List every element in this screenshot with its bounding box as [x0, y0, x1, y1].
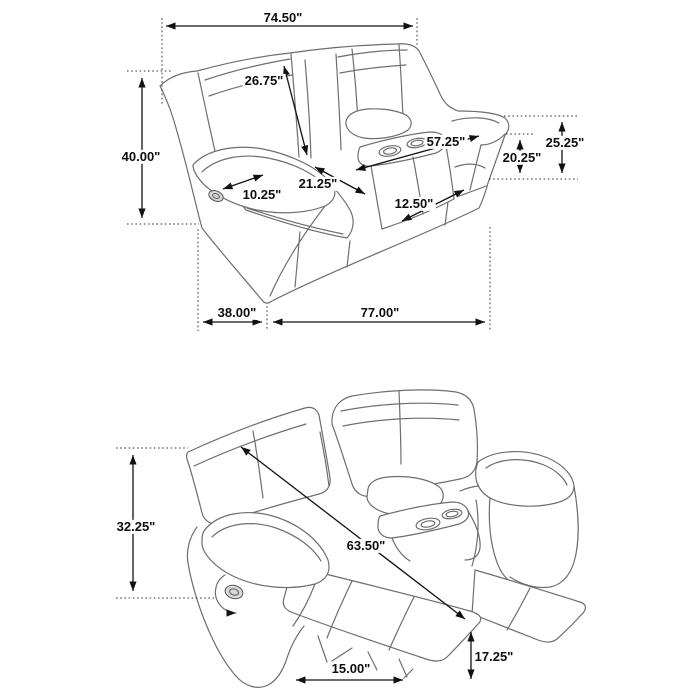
dim-overall-depth-label: 38.00": [217, 304, 257, 320]
dim-overall-width-label: 74.50": [263, 9, 303, 25]
console-lid: [346, 109, 411, 139]
dim-interior-width-label: 57.25": [426, 133, 466, 149]
dim-overall-height-label: 40.00": [121, 148, 161, 164]
dim-footrest-extension-label: 15.00": [331, 660, 371, 676]
dim-seat-to-arm-top-label: 20.25": [502, 149, 542, 165]
dim-arm-width-label: 10.25": [242, 186, 282, 202]
upright-sofa-drawing: [160, 44, 509, 303]
dim-front-edge-width-label: 77.00": [360, 304, 400, 320]
dim-reclined-depth-label: 63.50": [346, 537, 386, 553]
dim-seat-depth-label: 21.25": [298, 175, 338, 191]
dim-footrest-height-label: 17.25": [474, 648, 514, 664]
dim-reclined-height-label: 32.25": [116, 518, 156, 534]
dim-arm-height-label: 25.25": [545, 134, 585, 150]
dim-seat-front-height-label: 12.50": [394, 195, 434, 211]
dim-seat-back-height-label: 26.75": [244, 72, 284, 88]
